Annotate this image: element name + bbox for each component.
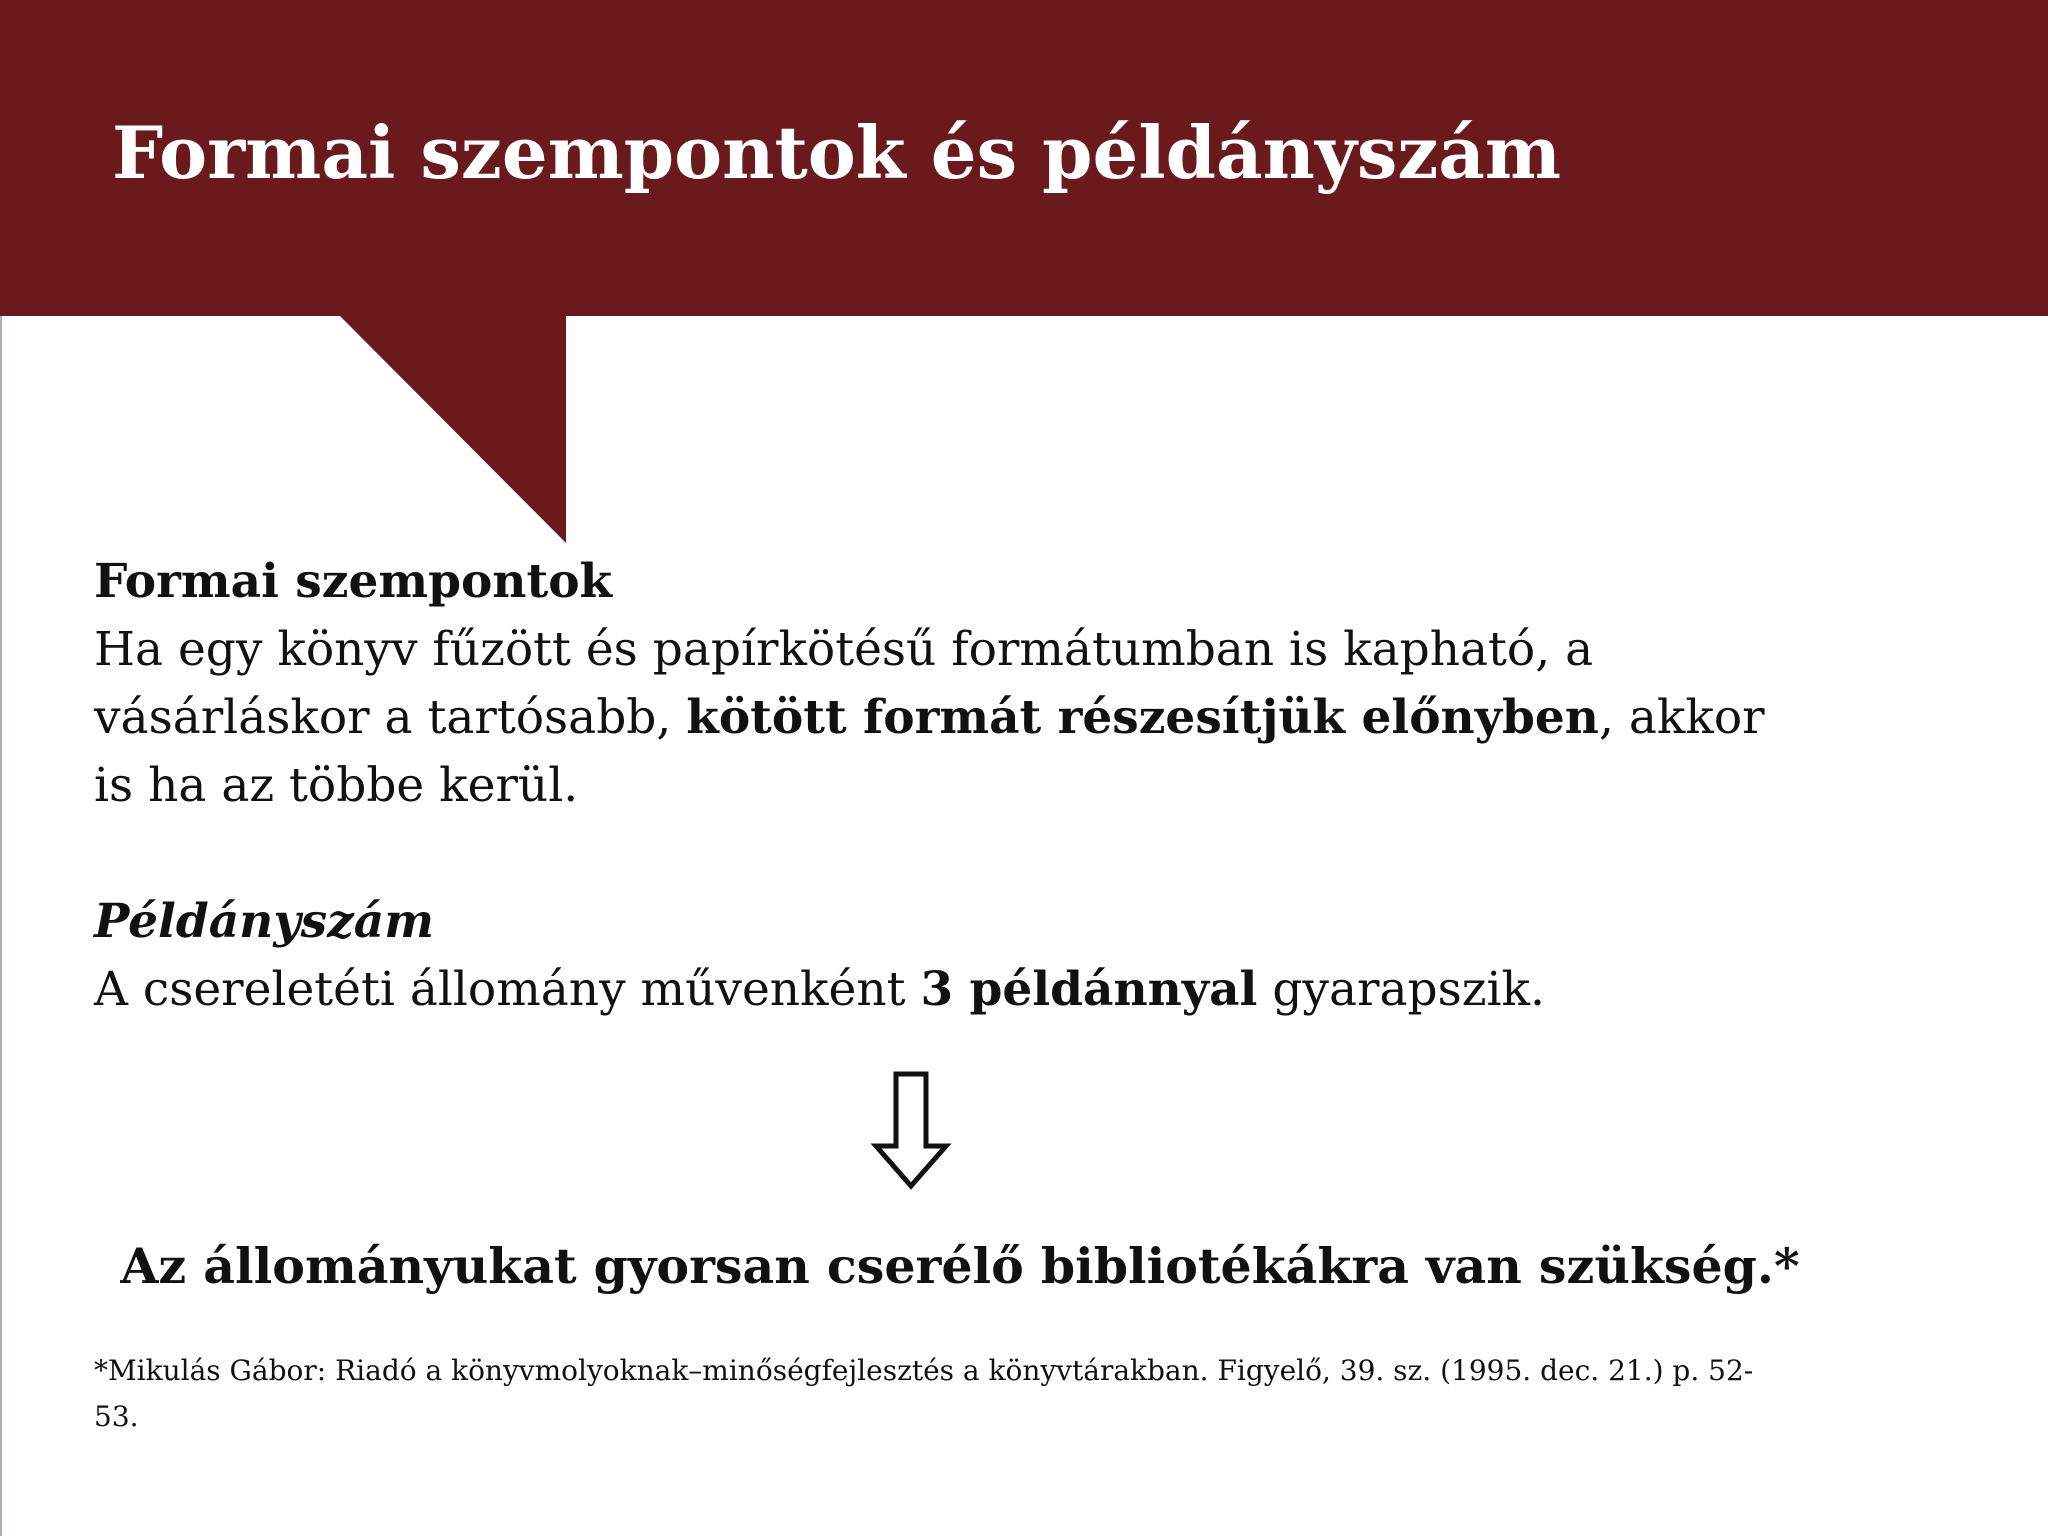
peldanyszam-line-start: A csereletéti állomány művenként: [94, 962, 921, 1017]
peldanyszam-line: [94, 956, 1854, 1024]
formai-line-3-text: is ha az többe kerül.: [94, 758, 579, 813]
section-heading-peldanyszam: Példányszám: [94, 894, 434, 949]
page-title: Formai szempontok és példányszám: [112, 110, 1562, 195]
section-heading-formai: Formai szempontok: [94, 554, 613, 609]
formai-line-2: [94, 684, 1854, 752]
conclusion-text: Az állományukat gyorsan cserélő bibliotékákra van szükség.*: [120, 1237, 1800, 1295]
content-body: [94, 548, 1854, 1024]
section-spacer: [94, 820, 1854, 888]
peldanyszam-line-bold: 3 példánnyal: [920, 962, 1258, 1017]
left-edge-line: [0, 316, 2, 1536]
pointer-shape: [338, 314, 566, 543]
formai-line-3: [94, 752, 1854, 820]
down-arrow-icon: [868, 1066, 954, 1194]
down-arrow-outline: [876, 1074, 946, 1186]
formai-line-2-start: vásárláskor a tartósabb,: [94, 690, 687, 745]
footnote-citation: *Mikulás Gábor: Riadó a könyvmolyoknak–minőségfejlesztés a könyvtárakban. Figyelő, 39. sz. (1995. dec. 21.) p. 52-53.: [94, 1354, 1754, 1433]
formai-line-2-end: , akkor: [1598, 690, 1765, 745]
formai-line-2-bold: kötött formát részesítjük előnyben: [686, 690, 1599, 745]
formai-line-1: [94, 616, 1854, 684]
peldanyszam-line-end: gyarapszik.: [1257, 962, 1545, 1017]
formai-line-1-text: Ha egy könyv fűzött és papírkötésű formátumban is kapható, a: [94, 622, 1594, 677]
